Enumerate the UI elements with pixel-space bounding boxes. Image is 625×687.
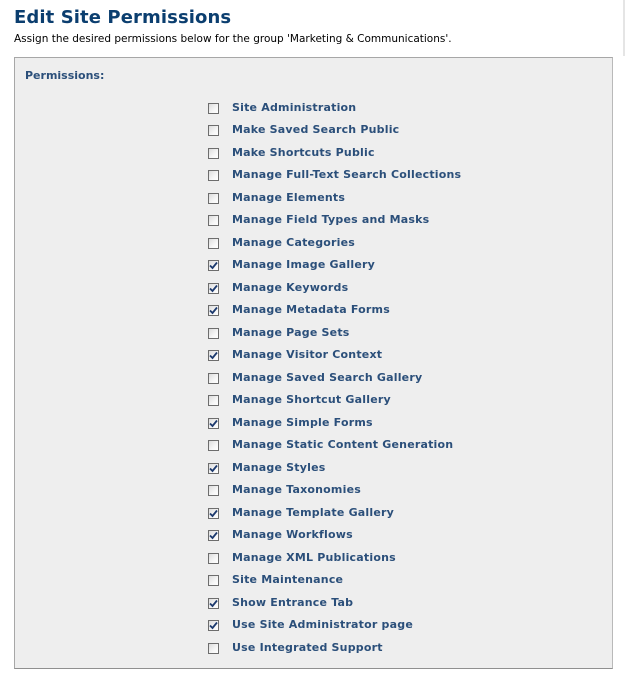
checkmark-icon xyxy=(209,621,218,630)
permission-checkbox[interactable] xyxy=(208,418,219,429)
permission-checkbox[interactable] xyxy=(208,440,219,451)
permission-checkbox[interactable] xyxy=(208,125,219,136)
permission-label[interactable]: Show Entrance Tab xyxy=(232,595,354,609)
page-title: Edit Site Permissions xyxy=(14,7,232,28)
checkmark-icon xyxy=(209,509,218,518)
permission-checkbox[interactable] xyxy=(208,530,219,541)
permission-label[interactable]: Manage Taxonomies xyxy=(232,483,361,497)
permission-checkbox[interactable] xyxy=(208,193,219,204)
permission-row[interactable] xyxy=(208,456,461,479)
permission-checkbox[interactable] xyxy=(208,350,219,361)
permission-label[interactable]: Manage Visitor Context xyxy=(232,348,383,362)
permission-label[interactable]: Manage Shortcut Gallery xyxy=(232,393,391,407)
permissions-list xyxy=(208,96,461,659)
permission-label[interactable]: Manage XML Publications xyxy=(232,550,396,564)
checkmark-icon xyxy=(209,464,218,473)
permission-checkbox[interactable] xyxy=(208,373,219,384)
permission-row[interactable] xyxy=(208,344,461,367)
permission-checkbox[interactable] xyxy=(208,305,219,316)
permission-checkbox[interactable] xyxy=(208,508,219,519)
permission-checkbox[interactable] xyxy=(208,260,219,271)
permission-row[interactable] xyxy=(208,524,461,547)
permissions-label: Permissions: xyxy=(25,69,105,82)
permission-checkbox[interactable] xyxy=(208,485,219,496)
permission-checkbox[interactable] xyxy=(208,215,219,226)
permission-checkbox[interactable] xyxy=(208,148,219,159)
permission-checkbox[interactable] xyxy=(208,553,219,564)
permission-row[interactable] xyxy=(208,321,461,344)
page-header xyxy=(0,0,625,56)
permission-label[interactable]: Use Integrated Support xyxy=(232,640,383,654)
permission-row[interactable] xyxy=(208,434,461,457)
permission-checkbox[interactable] xyxy=(208,463,219,474)
permission-row[interactable] xyxy=(208,479,461,502)
permission-row[interactable] xyxy=(208,591,461,614)
permission-label[interactable]: Manage Metadata Forms xyxy=(232,303,390,317)
permission-label[interactable]: Manage Keywords xyxy=(232,280,349,294)
checkmark-icon xyxy=(209,599,218,608)
permission-row[interactable] xyxy=(208,501,461,524)
checkmark-icon xyxy=(209,531,218,540)
permission-label[interactable]: Manage Image Gallery xyxy=(232,258,375,272)
permission-checkbox[interactable] xyxy=(208,328,219,339)
permission-checkbox[interactable] xyxy=(208,238,219,249)
checkmark-icon xyxy=(209,306,218,315)
permission-checkbox[interactable] xyxy=(208,395,219,406)
permission-label[interactable]: Manage Categories xyxy=(232,235,356,249)
permission-label[interactable]: Manage Template Gallery xyxy=(232,505,395,519)
permission-label[interactable]: Site Administration xyxy=(232,100,357,114)
permission-label[interactable]: Manage Page Sets xyxy=(232,325,350,339)
permission-row[interactable] xyxy=(208,186,461,209)
page-subtitle: Assign the desired permissions below for the group 'Marketing & Communications'. xyxy=(14,33,452,45)
permission-row[interactable] xyxy=(208,209,461,232)
permission-row[interactable] xyxy=(208,569,461,592)
checkmark-icon xyxy=(209,284,218,293)
permission-label[interactable]: Use Site Administrator page xyxy=(232,618,413,632)
permission-row[interactable] xyxy=(208,389,461,412)
permission-checkbox[interactable] xyxy=(208,575,219,586)
permission-row[interactable] xyxy=(208,636,461,659)
checkmark-icon xyxy=(209,261,218,270)
permission-checkbox[interactable] xyxy=(208,103,219,114)
permission-label[interactable]: Manage Saved Search Gallery xyxy=(232,370,423,384)
permission-label[interactable]: Site Maintenance xyxy=(232,573,344,587)
permission-label[interactable]: Manage Styles xyxy=(232,460,326,474)
checkmark-icon xyxy=(209,351,218,360)
permission-label[interactable]: Manage Workflows xyxy=(232,528,353,542)
permission-row[interactable] xyxy=(208,614,461,637)
permission-checkbox[interactable] xyxy=(208,170,219,181)
permission-row[interactable] xyxy=(208,231,461,254)
permission-row[interactable] xyxy=(208,96,461,119)
permissions-panel xyxy=(14,57,613,669)
permission-row[interactable] xyxy=(208,299,461,322)
permission-row[interactable] xyxy=(208,164,461,187)
permission-row[interactable] xyxy=(208,119,461,142)
permission-label[interactable]: Manage Simple Forms xyxy=(232,415,373,429)
permission-checkbox[interactable] xyxy=(208,620,219,631)
permission-row[interactable] xyxy=(208,276,461,299)
permission-label[interactable]: Manage Elements xyxy=(232,190,346,204)
checkmark-icon xyxy=(209,419,218,428)
permission-row[interactable] xyxy=(208,141,461,164)
permission-row[interactable] xyxy=(208,254,461,277)
permission-label[interactable]: Make Saved Search Public xyxy=(232,123,400,137)
permission-row[interactable] xyxy=(208,546,461,569)
permission-label[interactable]: Manage Static Content Generation xyxy=(232,438,454,452)
permission-label[interactable]: Make Shortcuts Public xyxy=(232,145,375,159)
permission-checkbox[interactable] xyxy=(208,283,219,294)
permission-checkbox[interactable] xyxy=(208,643,219,654)
permission-label[interactable]: Manage Full-Text Search Collections xyxy=(232,168,462,182)
permission-row[interactable] xyxy=(208,411,461,434)
permission-row[interactable] xyxy=(208,366,461,389)
permission-checkbox[interactable] xyxy=(208,598,219,609)
permission-label[interactable]: Manage Field Types and Masks xyxy=(232,213,430,227)
